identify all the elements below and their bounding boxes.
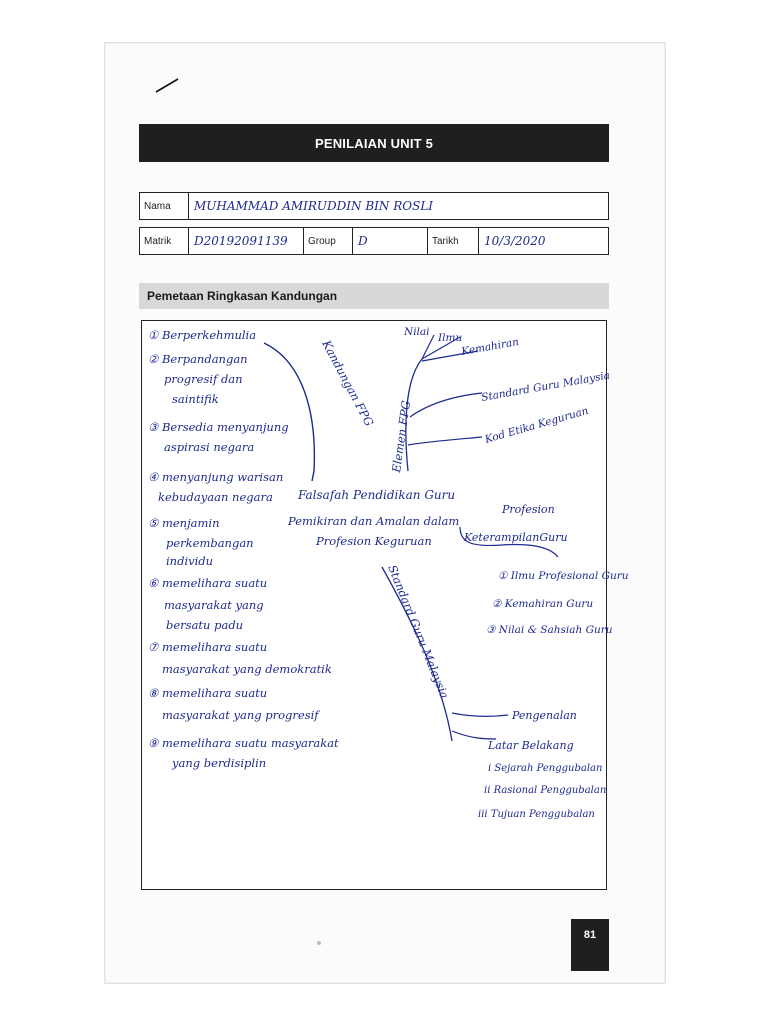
list-line: ⑦ memelihara suatu	[148, 640, 268, 654]
kandungan-fpg-label: Kandungan FPG	[319, 337, 377, 429]
mind-map-box	[141, 320, 629, 890]
assessment-page	[104, 42, 666, 984]
nama-label-cell	[140, 193, 189, 219]
profesion-label: Profesion	[502, 503, 555, 516]
group-value: D	[358, 234, 368, 248]
center-title: Falsafah Pendidikan Guru	[298, 488, 456, 502]
list-line: ④ menyanjung warisan	[148, 470, 284, 484]
mind-map-canvas	[142, 321, 629, 889]
tarikh-value: 10/3/2020	[484, 234, 546, 248]
scan-speck	[317, 941, 321, 945]
nama-value: MUHAMMAD AMIRUDDIN BIN ROSLI	[194, 199, 434, 213]
list-line: ⑧ memelihara suatu	[148, 686, 268, 700]
sgm-item: ② Kemahiran Guru	[492, 598, 594, 610]
left-list	[148, 328, 339, 770]
group-label-cell	[304, 228, 353, 254]
tarikh-label-cell	[428, 228, 479, 254]
matrik-label: Matrik	[144, 235, 172, 247]
list-line: aspirasi negara	[164, 440, 255, 454]
list-line: ② Berpandangan	[148, 352, 248, 366]
tick-mark-icon	[153, 75, 183, 95]
list-line: saintifik	[172, 392, 219, 406]
elemen-item: Ilmu	[438, 332, 463, 344]
sgm-branch	[452, 731, 496, 739]
latar-item: ii Rasional Penggubalan	[484, 785, 607, 796]
sgm-item: ① Ilmu Profesional Guru	[498, 570, 629, 582]
elemen-item: Kemahiran	[460, 336, 520, 358]
matrik-label-cell	[140, 228, 189, 254]
section-title-bar: Pemetaan Ringkasan Kandungan	[139, 283, 609, 309]
list-line: masyarakat yang	[164, 598, 264, 612]
latar-item: iii Tujuan Penggubalan	[478, 809, 595, 820]
group-value-cell[interactable]	[353, 228, 428, 254]
list-line: ⑤ menjamin	[148, 516, 220, 530]
list-line: progresif dan	[164, 372, 243, 386]
elemen-item: Nilai	[404, 326, 430, 338]
elemen-branch	[408, 437, 482, 445]
sgm-label: Standard Guru Malaysia	[385, 562, 452, 701]
page-number: 81	[571, 919, 609, 971]
elemen-item: Kod Etika Keguruan	[483, 404, 590, 446]
elemen-branch	[410, 393, 482, 417]
nama-label: Nama	[144, 200, 171, 212]
list-line: yang berdisiplin	[172, 756, 267, 770]
sgm-item: ③ Nilai & Sahsiah Guru	[486, 624, 613, 636]
kandungan-bracket	[264, 343, 314, 481]
latar-label: Latar Belakang	[488, 739, 574, 752]
list-line: masyarakat yang progresif	[162, 708, 319, 722]
list-line: bersatu padu	[166, 618, 244, 632]
list-line: ① Berperkehmulia	[148, 328, 257, 342]
nama-row	[139, 192, 609, 220]
keterampilan-label: KeterampilanGuru	[464, 531, 568, 544]
latar-item: i Sejarah Penggubalan	[488, 763, 603, 774]
matrik-row	[139, 227, 609, 255]
elemen-fpg-label: Elemen FPG	[389, 399, 414, 474]
center-sub1: Pemikiran dan Amalan dalam	[288, 514, 460, 528]
group-label: Group	[308, 235, 336, 247]
matrik-value-cell[interactable]	[189, 228, 304, 254]
list-line: ⑥ memelihara suatu	[148, 576, 268, 590]
pengenalan-label: Pengenalan	[512, 709, 577, 722]
list-line: masyarakat yang demokratik	[162, 662, 332, 676]
elemen-item: Standard Guru Malaysia	[480, 369, 611, 404]
matrik-value: D20192091139	[194, 234, 288, 248]
list-line: ⑨ memelihara suatu masyarakat	[148, 736, 339, 750]
sgm-spine	[382, 567, 452, 741]
tarikh-label: Tarikh	[432, 235, 459, 247]
sgm-branch	[452, 713, 508, 716]
center-sub2: Profesion Keguruan	[316, 534, 432, 548]
list-line: individu	[166, 554, 214, 568]
list-line: kebudayaan negara	[158, 490, 273, 504]
tarikh-value-cell[interactable]	[479, 228, 608, 254]
list-line: ③ Bersedia menyanjung	[148, 420, 289, 434]
nama-value-cell[interactable]	[189, 193, 608, 219]
unit-title-banner: PENILAIAN UNIT 5	[139, 124, 609, 162]
list-line: perkembangan	[166, 536, 254, 550]
